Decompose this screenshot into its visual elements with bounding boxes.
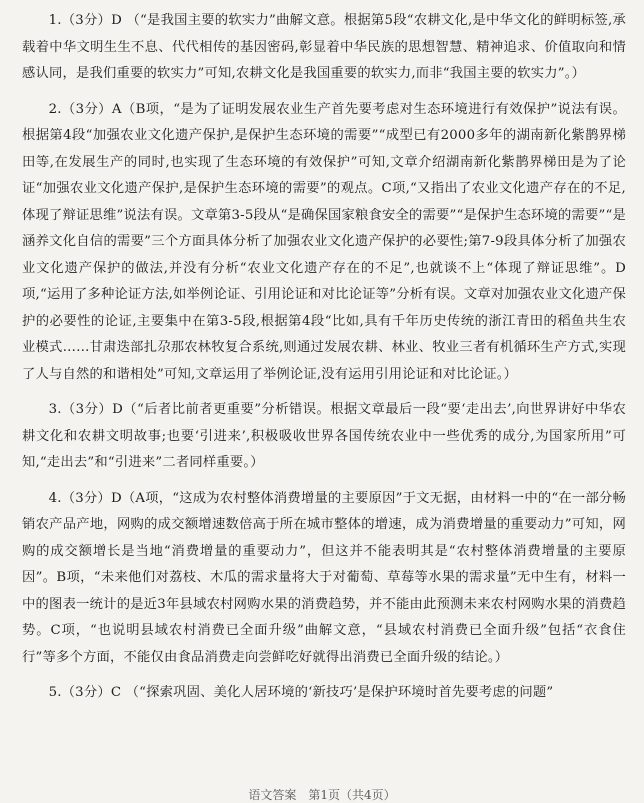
page-footer: 语文答案 第1页（共4页）	[248, 788, 396, 802]
answer-4: 4.（3分）D（A项，“这成为农村整体消费增量的主要原因”于文无据，由材料一中的“在一部分畅销农产品产地，网购的成交额增速数倍高于所在城市整体的增速，成为消费增量的重要动力”可知，网购的成交额增长是当地“消费增量的重要动力”，但这并不能表明其是“农村整体消费增量的主要原因”。B项，“未来他们对荔枝、木瓜的需求量将大于对葡萄、草莓等水果的需求量”无中生有，材料一中的图表一统计的是近3年县域农村网购水果的消费趋势，并不能由此预测未来农村网购水果的消费趋势。C项，“也说明县域农村消费已全面升级”曲解文意，“县域农村消费已全面升级”包括“衣食住行”等多个方面，不能仅由食品消费走向尝鲜吃好就得出消费已全面升级的结论。）	[22, 490, 626, 665]
answer-2: 2.（3分）A（B项，“是为了证明发展农业生产首先要考虑对生态环境进行有效保护”说法有误。根据第4段“加强农业文化遗产保护,是保护生态环境的需要”“成型已有2000多年的湖南新化紫鹊界梯田等,在发展生产的同时,也实现了生态环境的有效保护”可知,文章介绍湖南新化紫鹊界梯田是为了论证“加强农业文化遗产保护,是保护生态环境的需要”的观点。C项,“又指出了农业文化遗产存在的不足,体现了辩证思维”说法有误。文章第3-5段从“是确保国家粮食安全的需要”“是保护生态环境的需要”“是涵养文化自信的需要”三个方面具体分析了加强农业文化遗产保护的必要性;第7-9段具体分析了加强农业文化遗产保护的做法,并没有分析“农业文化遗产存在的不足”,也就谈不上“体现了辩证思维”。D项,“运用了多种论证方法,如举例论证、引用论证和对比论证等”分析有误。文章对加强农业文化遗产保护的必要性的论证,主要集中在第3-5段,根据第4段“比如,具有千年历史传统的浙江青田的稻鱼共生农业模式……甘肃迭部扎尕那农林牧复合系统,则通过发展农耕、林业、牧业三者有机循环生产方式,实现了人与自然的和谐相处”可知,文章运用了举例论证,没有运用引用论证和对比论证。）	[22, 101, 626, 382]
answer-3: 3.（3分）D（“后者比前者更重要”分析错误。根据文章最后一段“要‘走出去’,向世界讲好中华农耕文化和农耕文明故事;也要‘引进来’,积极吸收世界各国传统农业中一些优秀的成分,为国家所用”可知,“走出去”和“引进来”二者同样重要。）	[22, 402, 626, 470]
answer-1: 1.（3分）D （“是我国主要的软实力”曲解文意。根据第5段“农耕文化,是中华文化的鲜明标签,承载着中华文明生生不息、代代相传的基因密码,彰显着中华民族的思想智慧、精神追求、价值取向和情感认同，是我们重要的软实力”可知,农耕文化是我国重要的软实力,而非“我国主要的软实力”。）	[22, 13, 626, 81]
answer-5: 5.（3分）C （“探索巩固、美化人居环境的‘新技巧’是保护环境时首先要考虑的问题”	[48, 685, 554, 700]
